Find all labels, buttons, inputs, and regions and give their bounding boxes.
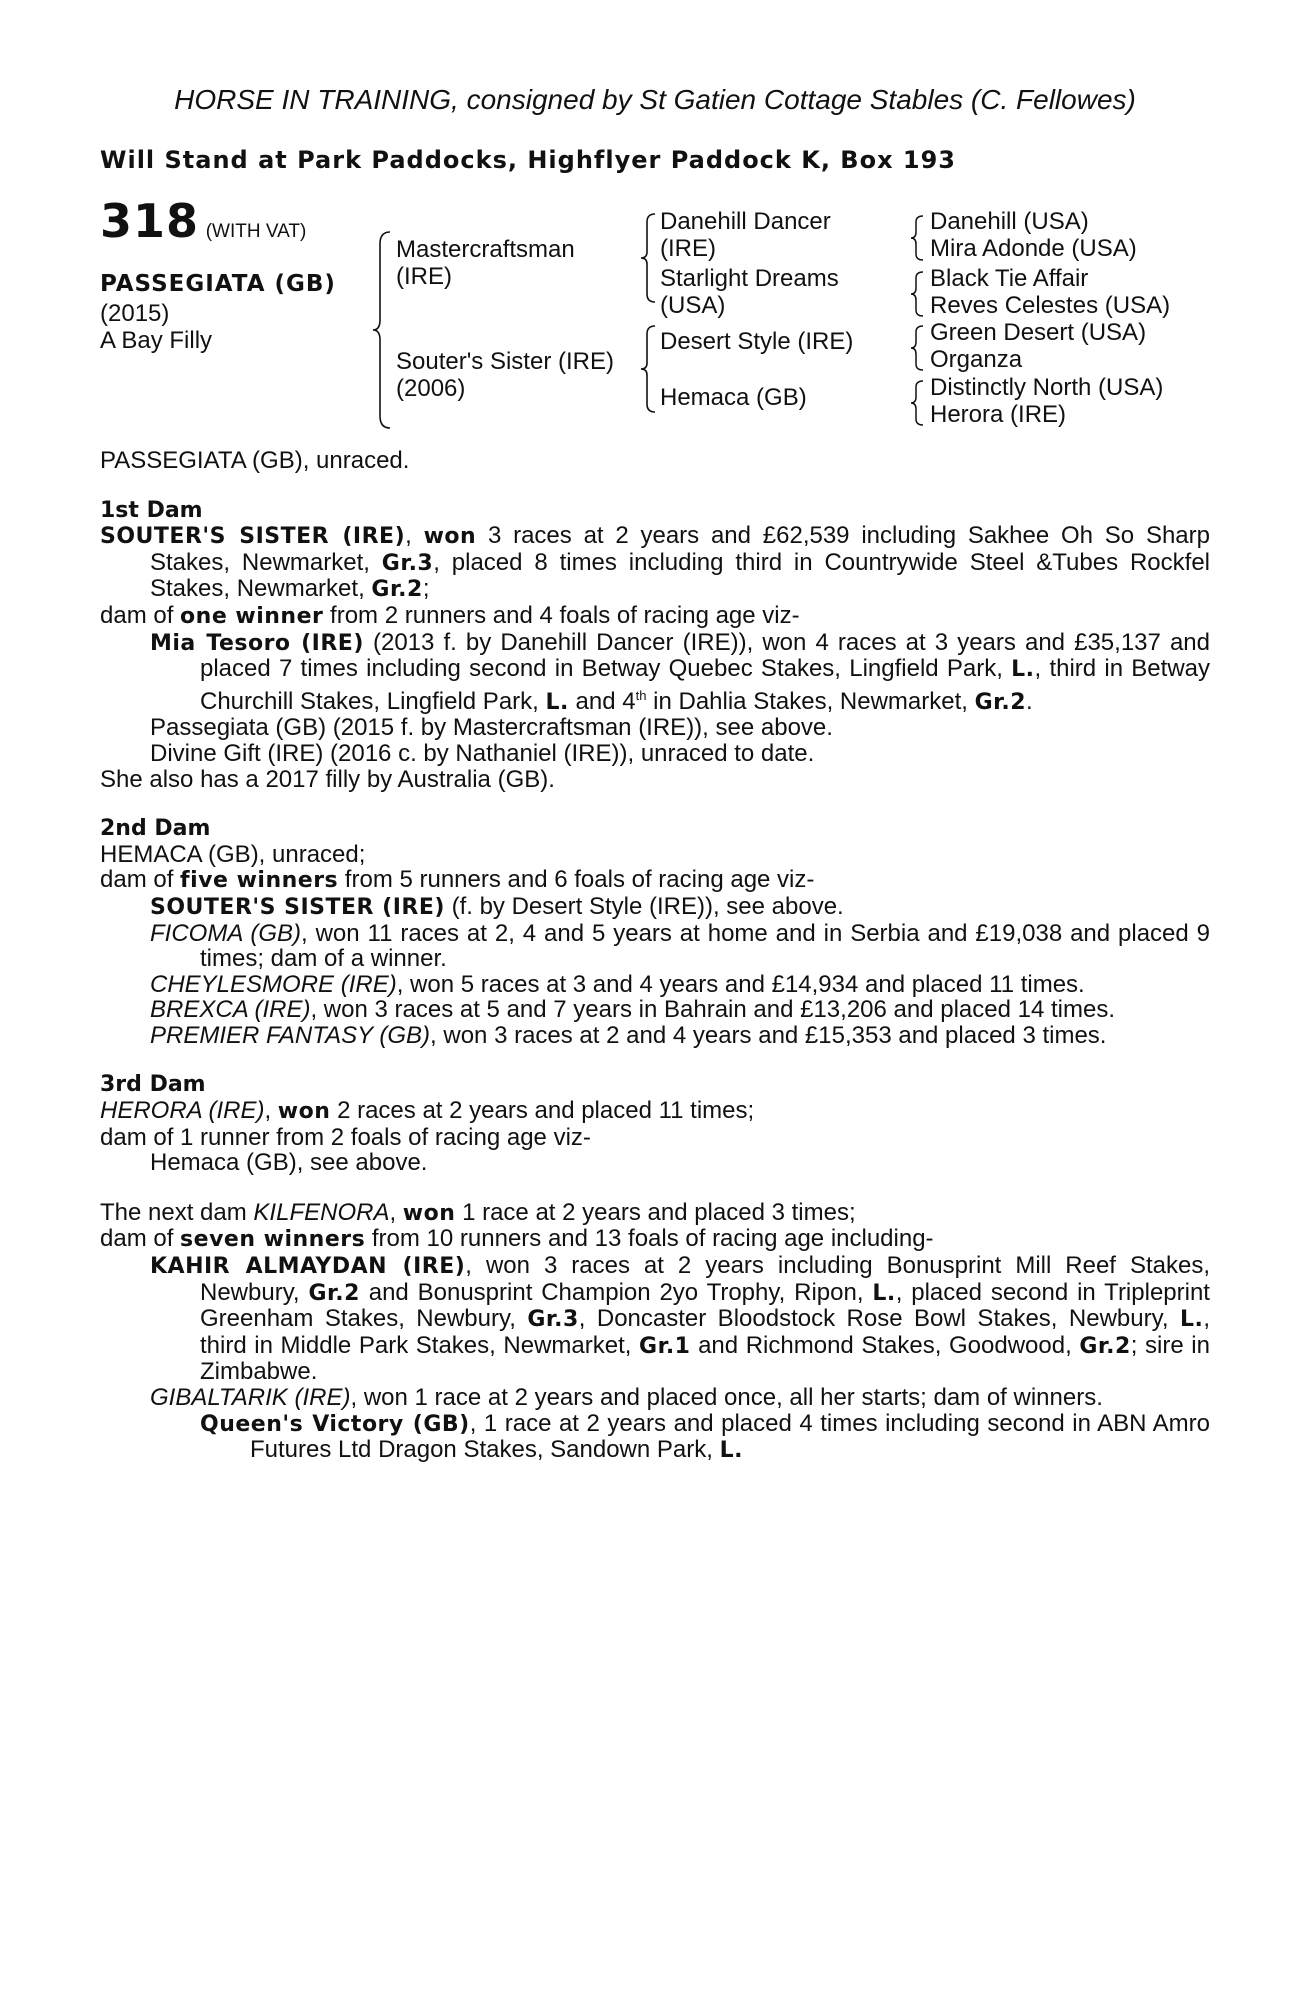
dam-of-text: from 10 runners and 13 foals of racing age including- — [365, 1225, 934, 1253]
pedigree-block — [100, 194, 1210, 448]
progeny-text: in Dahlia Stakes, Newmarket, — [646, 687, 975, 715]
progeny-text: , won 11 races at 2, 4 and 5 years at home and in Serbia and £19,038 and placed 9 times; dam of a winner. — [200, 919, 1211, 973]
dam-year: (2006) — [396, 375, 466, 402]
listed-label: L. — [1011, 657, 1035, 683]
consignor-line: HORSE IN TRAINING, consigned by St Gatien Cottage Stables (C. Fellowes) — [174, 84, 1136, 115]
sds-name: Black Tie Affair — [930, 265, 1089, 292]
sire-country: (IRE) — [396, 263, 452, 290]
dds-name: Distinctly North (USA) — [930, 374, 1164, 401]
progeny-text: (f. by Desert Style (IRE)), see above. — [444, 892, 844, 920]
progeny-text: , Doncaster Bloodstock Rose Bowl Stakes, Newbury, — [578, 1305, 1180, 1333]
winners-count: five winners — [180, 868, 339, 894]
progeny-name: Queen's Victory (GB) — [200, 1411, 470, 1437]
progeny-entry — [100, 997, 1210, 1023]
progeny-entry — [100, 630, 1210, 716]
progeny-text: , placed second in Tripleprint Greenham Stakes, Newbury, — [200, 1278, 1210, 1333]
pedigree-brace — [370, 230, 394, 430]
grade-label: Gr.3 — [527, 1307, 579, 1333]
grand-progeny-entry — [100, 1411, 1210, 1464]
grade-label: Gr.2 — [371, 577, 423, 603]
dam-dam: Hemaca (GB) — [660, 384, 807, 411]
progeny-text: and Richmond Stakes, Goodwood, — [690, 1331, 1080, 1359]
progeny-name: KAHIR ALMAYDAN (IRE) — [150, 1254, 466, 1280]
listed-label: L. — [719, 1438, 743, 1464]
sire-sire: Danehill Dancer — [660, 208, 831, 235]
next-dam-section — [100, 1200, 1210, 1464]
progeny-entry — [100, 1385, 1210, 1411]
dsd-name: Organza — [930, 346, 1023, 373]
grade-label: Gr.2 — [974, 689, 1027, 715]
progeny-name: CHEYLESMORE (IRE) — [150, 970, 397, 998]
won-label: won — [277, 1099, 331, 1125]
next-dam-intro: The next dam — [100, 1198, 254, 1226]
won-label: won — [423, 524, 477, 550]
punctuation: . — [1026, 687, 1033, 715]
dss-name: Green Desert (USA) — [930, 319, 1147, 346]
progeny-text: , third in Betway Churchill Stakes, Lingfield Park, — [200, 655, 1211, 715]
grade-label: Gr.1 — [639, 1333, 691, 1359]
progeny-name: Mia Tesoro (IRE) — [150, 630, 364, 656]
progeny-entry — [100, 1253, 1210, 1385]
progeny-text: , won 1 race at 2 years and placed once, all her starts; dam of winners. — [350, 1384, 1103, 1411]
ordinal-suffix: th — [635, 687, 647, 703]
winners-count: seven winners — [180, 1227, 366, 1253]
catalogue-page — [100, 84, 1210, 1464]
progeny-text: and 4 — [568, 687, 636, 715]
punctuation: ; — [422, 575, 430, 603]
punctuation: , — [264, 1097, 278, 1125]
next-dam-name: KILFENORA — [253, 1198, 390, 1226]
listed-label: L. — [545, 689, 569, 715]
next-dam-record — [100, 1200, 1210, 1227]
lot-number: 318 — [100, 194, 200, 248]
dam-of-line — [100, 1226, 1210, 1253]
winners-count: one winner — [180, 603, 324, 629]
pedigree-brace — [908, 324, 926, 372]
progeny-name: FICOMA (GB) — [150, 919, 302, 947]
progeny-entry: Hemaca (GB), see above. — [150, 1149, 428, 1177]
first-dam-record: SOUTER'S SISTER (IRE), won 3 races at 2 years and £62,539 including Sakhee Oh So Sharp Stakes, Newmarket, Gr.3, placed 8 times including third in Countrywide Steel &Tubes Rockfel Stakes, Newmarket, Gr.2; — [100, 522, 1210, 603]
record-text: 1 race at 2 years and placed 3 times; — [455, 1198, 856, 1226]
won-label: won — [402, 1200, 456, 1226]
progeny-text: , 1 race at 2 years and placed 4 times including second in ABN Amro Futures Ltd Dragon Stakes, Sandown Park, — [250, 1409, 1210, 1464]
sire-sire-country: (IRE) — [660, 235, 716, 262]
pedigree-brace — [638, 212, 658, 304]
dam-of-label: dam of — [100, 601, 181, 629]
record-text: 3 races at 2 years and £62,539 including Sakhee Oh So Sharp Stakes, Newmarket, — [150, 522, 1210, 576]
progeny-text: , third in Middle Park Stakes, Newmarket, — [200, 1305, 1210, 1359]
dam-of-line — [100, 867, 1210, 894]
punctuation: , — [389, 1198, 403, 1226]
ddd-name: Herora (IRE) — [930, 401, 1067, 428]
dam-sire: Desert Style (IRE) — [660, 328, 854, 355]
sss-name: Danehill (USA) — [930, 208, 1089, 235]
listed-label: L. — [1179, 1307, 1204, 1333]
dam-of-text: from 5 runners and 6 foals of racing age viz- — [338, 866, 815, 894]
dam-name: Souter's Sister (IRE) — [396, 348, 614, 375]
vat-note: (WITH VAT) — [205, 221, 307, 242]
progeny-text: ; sire in Zimbabwe. — [200, 1331, 1210, 1386]
progeny-text: , won 3 races at 2 and 4 years and £15,353 and placed 3 times. — [430, 1021, 1107, 1049]
dam-of-text: from 2 runners and 4 foals of racing age viz- — [323, 601, 800, 629]
progeny-text: , won 3 races at 2 years including Bonusprint Mill Reef Stakes, Newbury, — [200, 1252, 1210, 1306]
intro-line: PASSEGIATA (GB), unraced. — [100, 447, 410, 474]
horse-year: (2015) — [100, 300, 170, 327]
sire-name: Mastercraftsman — [396, 236, 575, 263]
section-heading: 1st Dam — [100, 497, 203, 523]
progeny-name: BREXCA (IRE) — [150, 996, 311, 1024]
pedigree-brace — [638, 324, 658, 414]
stand-location: Will Stand at Park Paddocks, Highflyer Paddock K, Box 193 — [100, 146, 957, 174]
progeny-entry — [100, 972, 1210, 998]
dam-of-label: dam of — [100, 866, 181, 894]
section-heading: 2nd Dam — [100, 816, 211, 842]
progeny-entry — [100, 894, 1210, 921]
horse-description: A Bay Filly — [100, 327, 213, 354]
lot-heading — [100, 194, 307, 248]
progeny-entry — [100, 921, 1210, 972]
progeny-entry — [100, 1023, 1210, 1049]
section-heading: 3rd Dam — [100, 1072, 206, 1098]
grade-label: Gr.2 — [1079, 1333, 1131, 1359]
record-text: 2 races at 2 years and placed 11 times; — [330, 1097, 755, 1125]
ssd-name: Mira Adonde (USA) — [930, 235, 1137, 262]
record-text: , placed 8 times including third in Countrywide Steel &Tubes Rockfel Stakes, Newmarket, — [150, 548, 1210, 603]
foal-note: She also has a 2017 filly by Australia (GB). — [100, 765, 555, 793]
dam-of-label: dam of — [100, 1225, 181, 1253]
pedigree-brace — [908, 379, 926, 427]
grade-label: Gr.3 — [381, 550, 434, 576]
progeny-name: PREMIER FANTASY (GB) — [150, 1021, 431, 1049]
progeny-text: (2013 f. by Danehill Dancer (IRE)), won 4 races at 3 years and £35,137 and placed 7 times including second in Betway Quebec Stakes, Lingfield Park, — [200, 628, 1210, 683]
progeny-name: SOUTER'S SISTER (IRE) — [150, 894, 445, 920]
second-dam-section — [100, 816, 1210, 1048]
pedigree-brace — [908, 270, 926, 318]
dam-of-line: dam of 1 runner from 2 foals of racing age viz- — [100, 1123, 591, 1151]
progeny-text: , won 5 races at 3 and 4 years and £14,934 and placed 11 times. — [396, 970, 1085, 998]
second-dam-record: HEMACA (GB), unraced; — [100, 840, 366, 868]
third-dam-section — [100, 1072, 1210, 1175]
progeny-text: , won 3 races at 5 and 7 years in Bahrain and £13,206 and placed 14 times. — [310, 996, 1115, 1024]
first-dam-name: SOUTER'S SISTER (IRE) — [100, 524, 406, 550]
grade-label: Gr.2 — [308, 1280, 360, 1306]
sdd-name: Reves Celestes (USA) — [930, 292, 1171, 319]
sire-dam-country: (USA) — [660, 292, 726, 319]
sire-dam: Starlight Dreams — [660, 265, 839, 292]
first-dam-section — [100, 498, 1210, 793]
third-dam-name: HERORA (IRE) — [100, 1097, 265, 1125]
progeny-entry: Passegiata (GB) (2015 f. by Mastercraftsman (IRE)), see above. — [150, 714, 833, 742]
progeny-text: and Bonusprint Champion 2yo Trophy, Ripon, — [359, 1278, 873, 1306]
produce-record — [100, 448, 1210, 1464]
listed-label: L. — [872, 1280, 896, 1306]
horse-name: PASSEGIATA (GB) — [100, 271, 336, 297]
pedigree-brace — [908, 214, 926, 262]
progeny-name: GIBALTARIK (IRE) — [150, 1384, 351, 1411]
third-dam-record — [100, 1098, 1210, 1125]
progeny-entry: Divine Gift (IRE) (2016 c. by Nathaniel (IRE)), unraced to date. — [150, 739, 815, 767]
dam-of-line — [100, 603, 1210, 630]
